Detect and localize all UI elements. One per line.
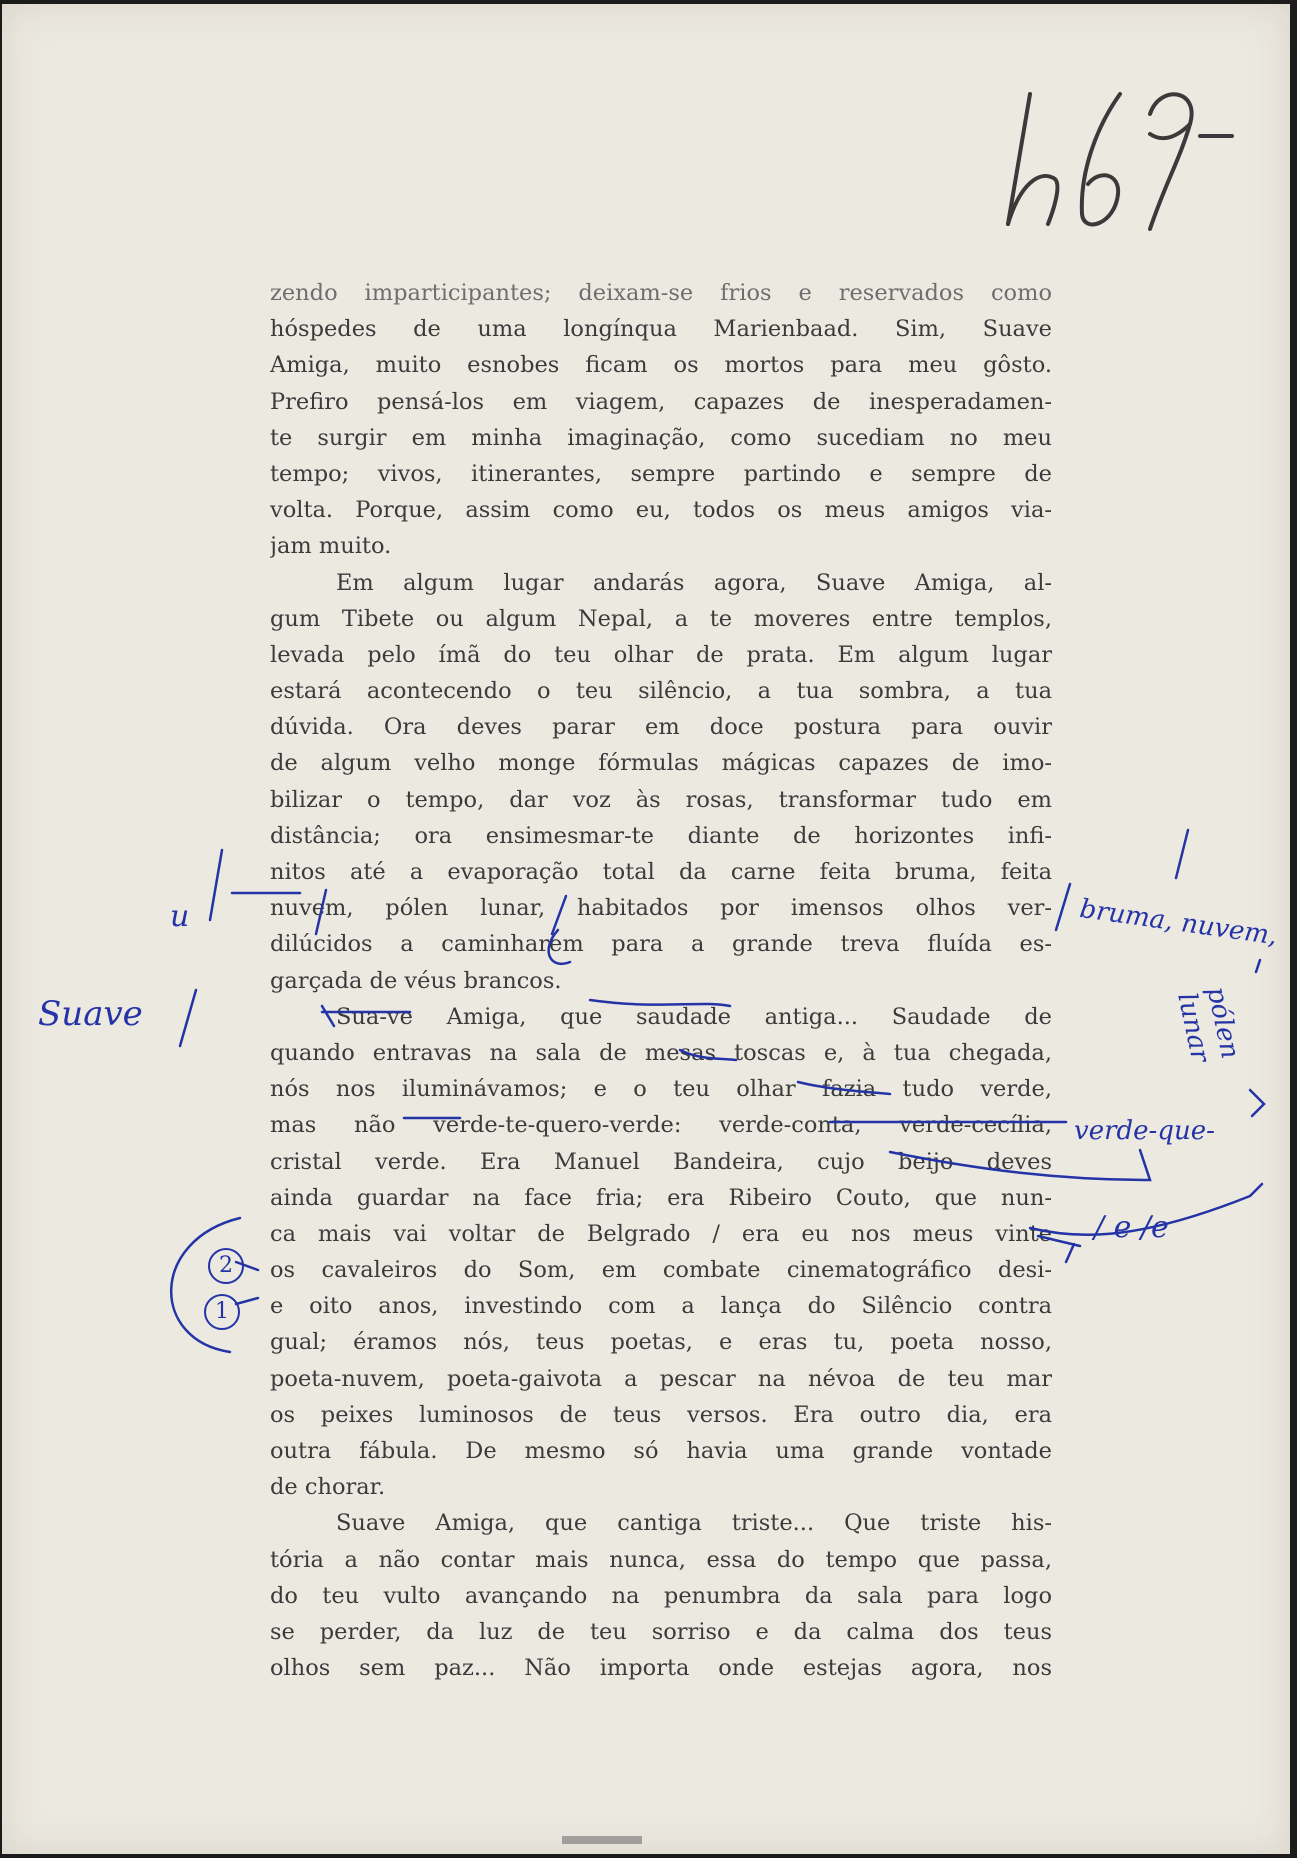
- text-line: os cavaleiros do Som, em combate cinematográfico desi-: [270, 1257, 1052, 1284]
- text-line: tempo; vivos, itinerantes, sempre partindo e sempre de: [270, 460, 1052, 487]
- body-text: [270, 275, 1052, 1686]
- text-line: olhos sem paz... Não importa onde estejas agora, nos: [270, 1655, 1052, 1682]
- annotation-right-bruma: bruma, nuvem,: [1077, 894, 1280, 952]
- text-line: volta. Porque, assim como eu, todos os meus amigos via-: [270, 497, 1052, 524]
- text-line: estará acontecendo o teu silêncio, a tua sombra, a tua: [270, 678, 1052, 705]
- annotation-right-verde: verde-que-: [1074, 1116, 1215, 1146]
- text-line: se perder, da luz de teu sorriso e da calma dos teus: [270, 1618, 1052, 1645]
- annotation-right-slash: / e /e: [1094, 1210, 1169, 1245]
- text-line: jam muito.: [270, 533, 392, 560]
- text-line: gum Tibete ou algum Nepal, a te moveres entre templos,: [270, 605, 1052, 632]
- text-line: ainda guardar na face fria; era Ribeiro Couto, que nun-: [270, 1184, 1052, 1211]
- text-line: ca mais vai voltar de Belgrado / era eu nos meus vinte: [270, 1220, 1052, 1247]
- text-line: quando entravas na sala de mesas toscas e, à tua chegada,: [270, 1039, 1052, 1066]
- text-line: Suave Amiga, que cantiga triste... Que triste his-: [336, 1510, 1052, 1537]
- text-line: e oito anos, investindo com a lança do Silêncio contra: [270, 1293, 1052, 1320]
- text-line: de chorar.: [270, 1474, 386, 1501]
- annotation-left-suave: Suave: [38, 994, 143, 1034]
- text-line: nuvem, pólen lunar, habitados por imensos olhos ver-: [270, 895, 1052, 922]
- text-line: te surgir em minha imaginação, como sucediam no meu: [270, 424, 1052, 451]
- text-line: do teu vulto avançando na penumbra da sala para logo: [270, 1582, 1052, 1609]
- text-line: dúvida. Ora deves parar em doce postura para ouvir: [270, 714, 1052, 741]
- paragraph-4: [270, 1505, 1052, 1686]
- text-line: de algum velho monge fórmulas mágicas capazes de imo-: [270, 750, 1052, 777]
- text-line: hóspedes de uma longínqua Marienbaad. Sim, Suave: [270, 316, 1052, 343]
- text-line: Prefiro pensá-los em viagem, capazes de inesperadamen-: [270, 388, 1052, 415]
- text-line: outra fábula. De mesmo só havia uma grande vontade: [270, 1438, 1052, 1464]
- text-line: cristal verde. Era Manuel Bandeira, cujo beijo deves: [270, 1148, 1052, 1175]
- text-line: tória a não contar mais nunca, essa do tempo que passa,: [270, 1546, 1052, 1573]
- text-line: zendo imparticipantes; deixam-se frios e reservados como: [270, 280, 1052, 306]
- text-line: garçada de véus brancos.: [270, 967, 562, 994]
- text-line: os peixes luminosos de teus versos. Era outro dia, era: [270, 1401, 1052, 1428]
- text-line: distância; ora ensimesmar-te diante de horizontes infi-: [270, 822, 1052, 849]
- text-line: nitos até a evaporação total da carne feita bruma, feita: [270, 859, 1052, 885]
- text-line: Sua-ve Amiga, que saudade antiga... Saudade de: [336, 1003, 1052, 1030]
- paragraph-1: [270, 275, 1052, 565]
- annotation-right-polen: pólen lunar: [1171, 984, 1246, 1065]
- paragraph-3: [270, 999, 1052, 1506]
- document-page: [2, 4, 1290, 1854]
- text-line: mas não verde-te-quero-verde: verde-conta, verde-cecília,: [270, 1112, 1052, 1139]
- text-line: gual; éramos nós, teus poetas, e eras tu, poeta nosso,: [270, 1329, 1052, 1356]
- annotation-left-top: u: [170, 899, 190, 934]
- paragraph-2: [270, 565, 1052, 999]
- circled-number-2: [208, 1248, 244, 1284]
- text-line: Em algum lugar andarás agora, Suave Amiga, al-: [336, 569, 1052, 596]
- text-line: poeta-nuvem, poeta-gaivota a pescar na névoa de teu mar: [270, 1365, 1052, 1392]
- folio-number: [1000, 74, 1240, 244]
- text-line: bilizar o tempo, dar voz às rosas, transformar tudo em: [270, 786, 1052, 813]
- page-bottom-mark: [562, 1836, 642, 1844]
- text-line: nós nos iluminávamos; e o teu olhar fazia tudo verde,: [270, 1076, 1052, 1103]
- circled-number-1-text: 1: [215, 1299, 229, 1324]
- text-line: dilúcidos a caminharem para a grande treva fluída es-: [270, 931, 1052, 958]
- circled-number-1: [204, 1294, 240, 1330]
- text-line: Amiga, muito esnobes ficam os mortos para meu gôsto.: [270, 352, 1052, 379]
- circled-number-2-text: 2: [219, 1253, 233, 1278]
- text-line: levada pelo ímã do teu olhar de prata. Em algum lugar: [270, 641, 1052, 668]
